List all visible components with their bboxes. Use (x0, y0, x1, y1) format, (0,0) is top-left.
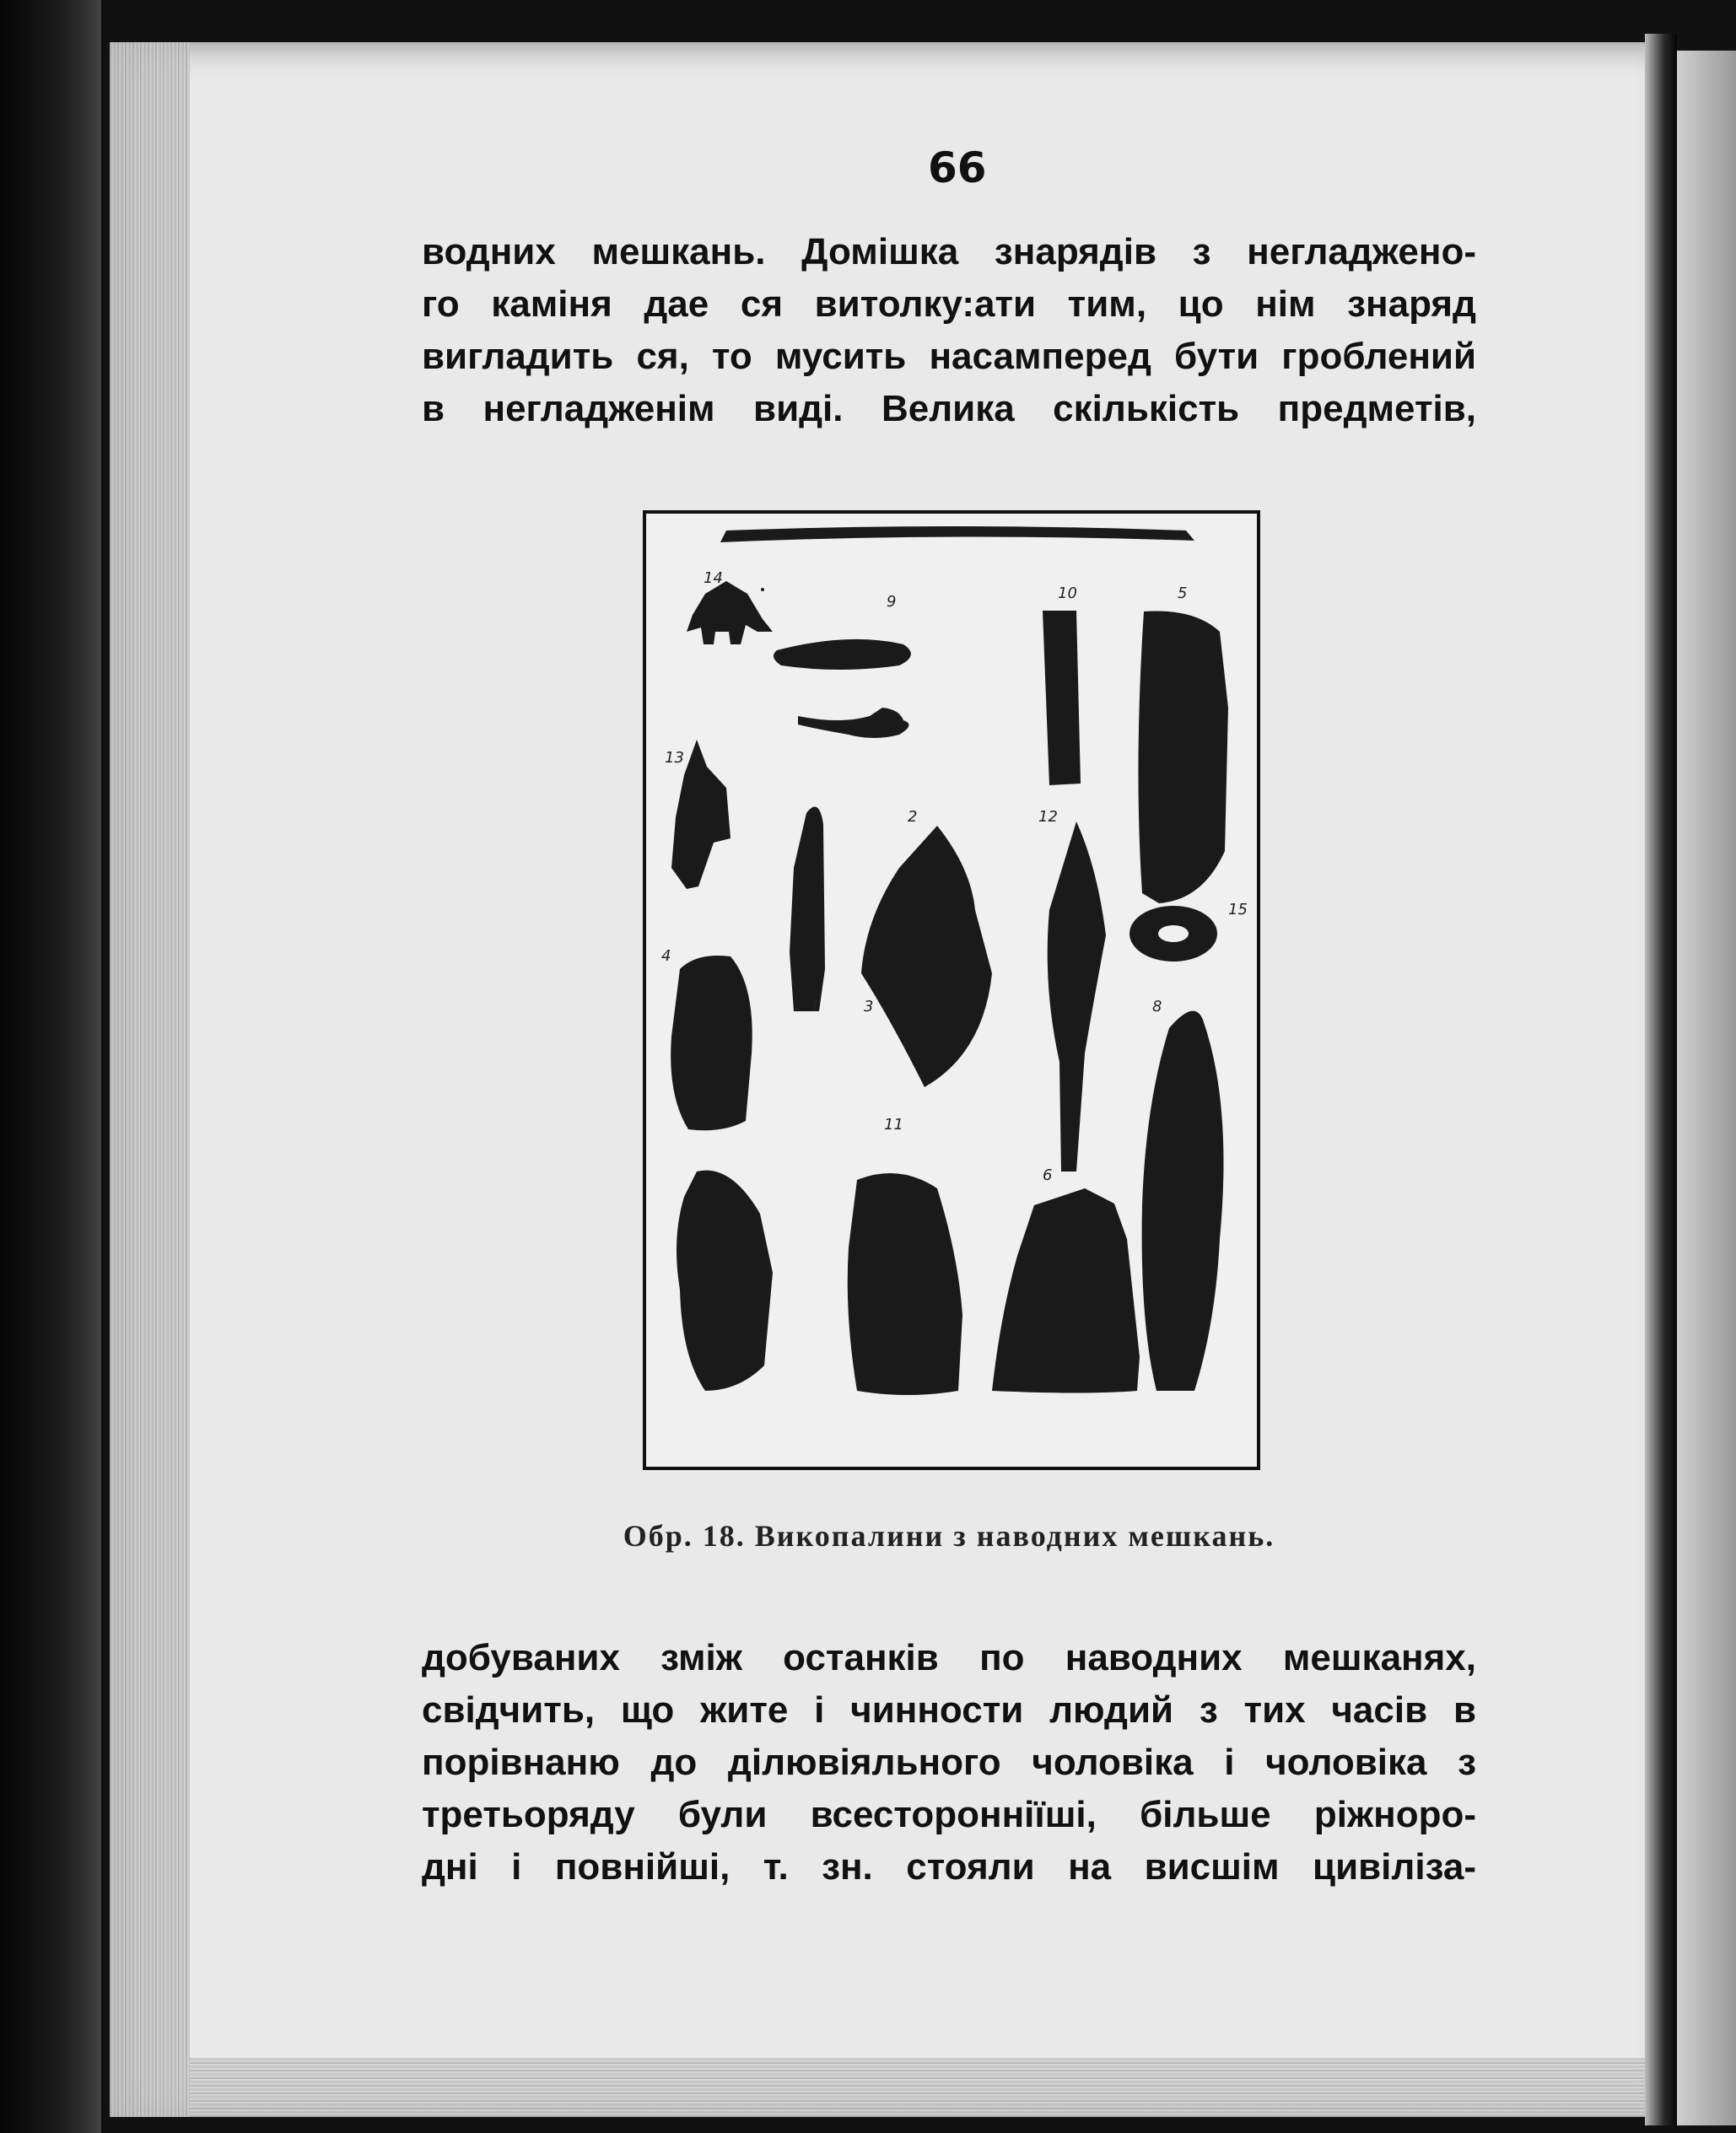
paragraph-bottom (422, 1632, 1476, 1893)
figure-caption: Обр. 18. Викопалини з наводних мешкань. (623, 1519, 1275, 1553)
figure-label: 1 (811, 998, 821, 1015)
figure-label: 13 (665, 749, 684, 767)
figure-label: 11 (884, 1116, 903, 1134)
figure-label: 8 (1152, 998, 1162, 1015)
text-line: в негладженім виді. Велика скількість предметів, (422, 388, 1476, 429)
artifact-figure (643, 510, 1260, 1470)
figure-label: 15 (1228, 901, 1248, 918)
book-binding (0, 0, 101, 2133)
text-line: свідчить, що жите і чинности людий з тих часів в (422, 1689, 1476, 1731)
page-edge-bottom (190, 2058, 1649, 2117)
figure-label: 3 (864, 998, 874, 1015)
figure-label: 14 (704, 569, 723, 587)
paragraph-top (422, 226, 1476, 435)
text-line: го каміня дае ся витолку:ати тим, цо нім знаряд (422, 283, 1476, 325)
figure-label: 4 (661, 947, 671, 965)
text-line: дні і повнійші, т. зн. стояли на висшім цивіліза- (422, 1846, 1476, 1888)
figure-label: 6 (1043, 1166, 1053, 1184)
figure-label: 12 (1038, 808, 1058, 826)
figure-label: 10 (1058, 584, 1077, 602)
text-line: вигладить ся, то мусить насамперед бути гроблений (422, 336, 1476, 377)
page-number: 66 (928, 143, 987, 192)
page-edge-left (110, 42, 190, 2117)
artifact-illustration (646, 514, 1257, 1467)
book-gutter (1645, 34, 1677, 2125)
text-line: порівнаню до ділювіяльного чоловіка і чоловіка з (422, 1742, 1476, 1783)
axe-head-artifact (671, 956, 752, 1130)
figure-label: 2 (908, 808, 918, 826)
figure-label: 9 (887, 593, 897, 611)
next-page-edge (1677, 51, 1736, 2125)
text-line: водних мешкань. Домішка знарядів з негладжено- (422, 231, 1476, 272)
figure-label: 5 (1178, 584, 1188, 602)
text-line: третьоряду були всесторонніїші, більше ріжноро- (422, 1794, 1476, 1835)
text-line: добуваних зміж останків по наводних мешканях, (422, 1637, 1476, 1678)
large-scraper-artifact (1138, 611, 1228, 904)
